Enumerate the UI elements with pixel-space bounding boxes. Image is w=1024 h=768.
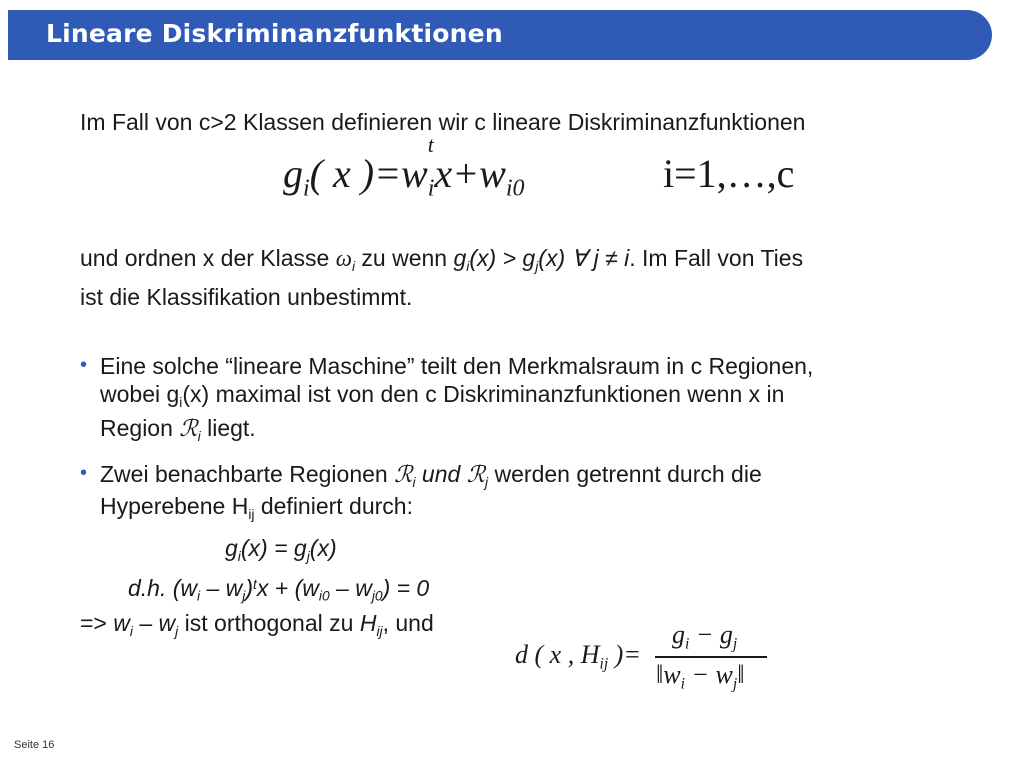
hyperplane-equation: $g_i(x) = g_j(x)$	[225, 535, 337, 564]
page-number: Seite 16	[14, 739, 55, 751]
bullet2-line-1: Zwei benachbarte Regionen ℛ$_i$ und ℛ$_j$ werden getrennt durch die	[100, 461, 762, 490]
bullet1-line-2: wobei $g_i(x)$ maximal ist von den c Diskriminanzfunktionen wenn x in	[100, 381, 785, 410]
distance-numerator: $g_i - g_j$	[672, 620, 738, 653]
bullet1-line-1: Eine solche “lineare Maschine” teilt den Merkmalsraum in c Regionen,	[100, 353, 814, 379]
bullet1-line-3: Region ℛ$_i$ liegt.	[100, 415, 256, 444]
distance-lhs: d ( x , $H_{ij}$ )=	[515, 640, 641, 673]
bullet-marker: •	[80, 354, 88, 376]
orthogonal-statement: => $w_i - w_j$ ist orthogonal zu $H_{ij}$, und	[80, 610, 434, 639]
slide-title: Lineare Diskriminanzfunktionen	[46, 19, 503, 48]
intro-text: Im Fall von c>2 Klassen definieren wir c lineare Diskriminanzfunktionen	[80, 109, 806, 135]
discriminant-formula: $g_i$( x )=w t $_ix+w_{i0}$	[283, 132, 525, 202]
assign-line-1: und ordnen x der Klasse $\omega_i$ zu wenn $g_i(x) > g_j(x)$ ∀ j ≠ i. Im Fall von Ties	[80, 245, 804, 274]
assign-line-2: ist die Klassifikation unbestimmt.	[80, 284, 413, 310]
fraction-bar	[655, 656, 767, 658]
bullet2-line-2: Hyperebene $H_{ij}$ definiert durch:	[100, 493, 413, 522]
title-bar	[8, 10, 992, 60]
distance-denominator: $‖w_i$ − $w_j‖$	[656, 660, 745, 693]
index-range: i=1,…,c	[663, 151, 795, 196]
hyperplane-expanded: d.h. $(w_i - w_j)^tx + (w_{i0} - w_{j0}) = 0$	[128, 574, 430, 604]
bullet-marker: •	[80, 462, 88, 484]
